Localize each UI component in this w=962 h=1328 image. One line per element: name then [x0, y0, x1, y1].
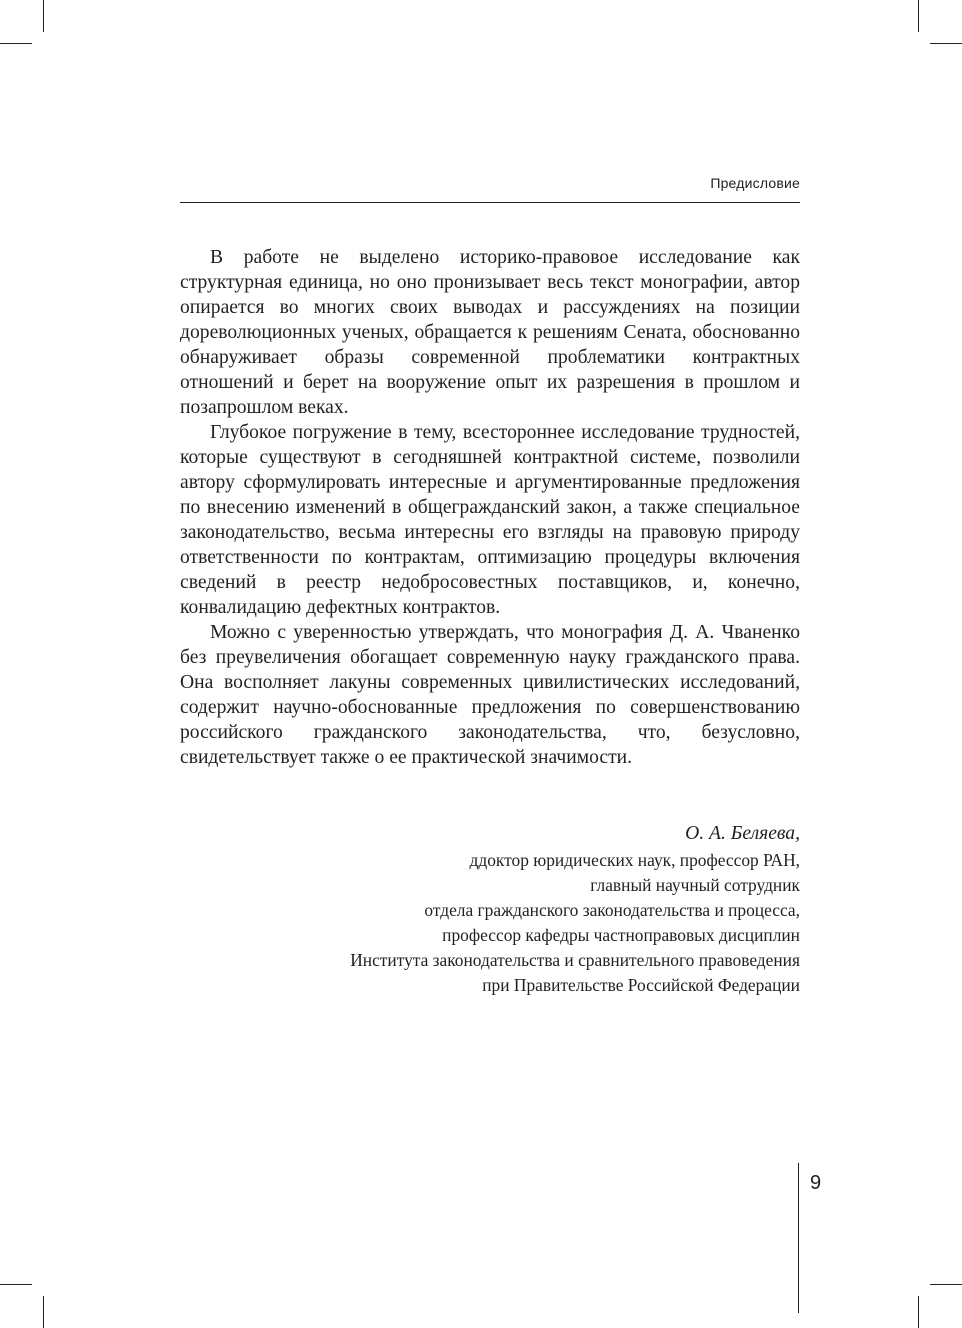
- crop-mark: [930, 1284, 962, 1285]
- signature-line: ддоктор юридических наук, профессор РАН,: [469, 850, 800, 870]
- body-text: [180, 245, 800, 770]
- crop-mark: [930, 43, 962, 44]
- running-head: Предисловие: [710, 175, 800, 191]
- paragraph: Можно с уверенностью утверждать, что монография Д. А. Чваненко без преувеличения обогащает современную науку гражданского права. Она восполняет лакуны современных цивилистических исследований, содержит научно-обоснованные предложения по совершенствованию российского гражданского законодательства, что, безусловно, свидетельствует также о ее практической значимости.: [180, 622, 800, 768]
- page-number: 9: [810, 1172, 822, 1194]
- signature-line: отдела гражданского законодательства и процесса,: [424, 900, 800, 920]
- folio-rule: [798, 1163, 799, 1313]
- paragraph: В работе не выделено историко-правовое исследование как структурная единица, но оно пронизывает весь текст монографии, автор опирается во многих своих выводах и рассуждениях на позиции дореволюционных ученых, обращается к решениям Сената, обоснованно обнаруживает образы современной проблематики контрактных отношений и берет на вооружение опыт их разрешения в прошлом и позапрошлом веках.: [180, 247, 800, 418]
- header-rule: [180, 202, 800, 203]
- paragraph: Глубокое погружение в тему, всестороннее исследование трудностей, которые существуют в сегодняшней контрактной системе, позволили автору сформулировать интересные и аргументированные предложения по внесению изменений в общегражданский закон, а также специальное законодательство, весьма интересны его взгляды на правовую природу ответственности по контрактам, оптимизацию процедуры включения сведений в реестр недобросовестных поставщиков, и, конечно, конвалидацию дефектных контрактов.: [180, 422, 800, 618]
- signature-line: главный научный сотрудник: [590, 875, 800, 895]
- crop-mark: [43, 0, 44, 32]
- signature-name: О. А. Беляева,: [685, 823, 800, 844]
- crop-mark: [0, 1284, 32, 1285]
- crop-mark: [918, 1296, 919, 1328]
- crop-mark: [918, 0, 919, 32]
- crop-mark: [43, 1296, 44, 1328]
- signature-line: Института законодательства и сравнительного правоведения: [350, 950, 800, 970]
- signature-line: при Правительстве Российской Федерации: [482, 975, 800, 995]
- crop-mark: [0, 43, 32, 44]
- signature-block: [180, 820, 800, 998]
- signature-line: профессор кафедры частноправовых дисциплин: [442, 925, 800, 945]
